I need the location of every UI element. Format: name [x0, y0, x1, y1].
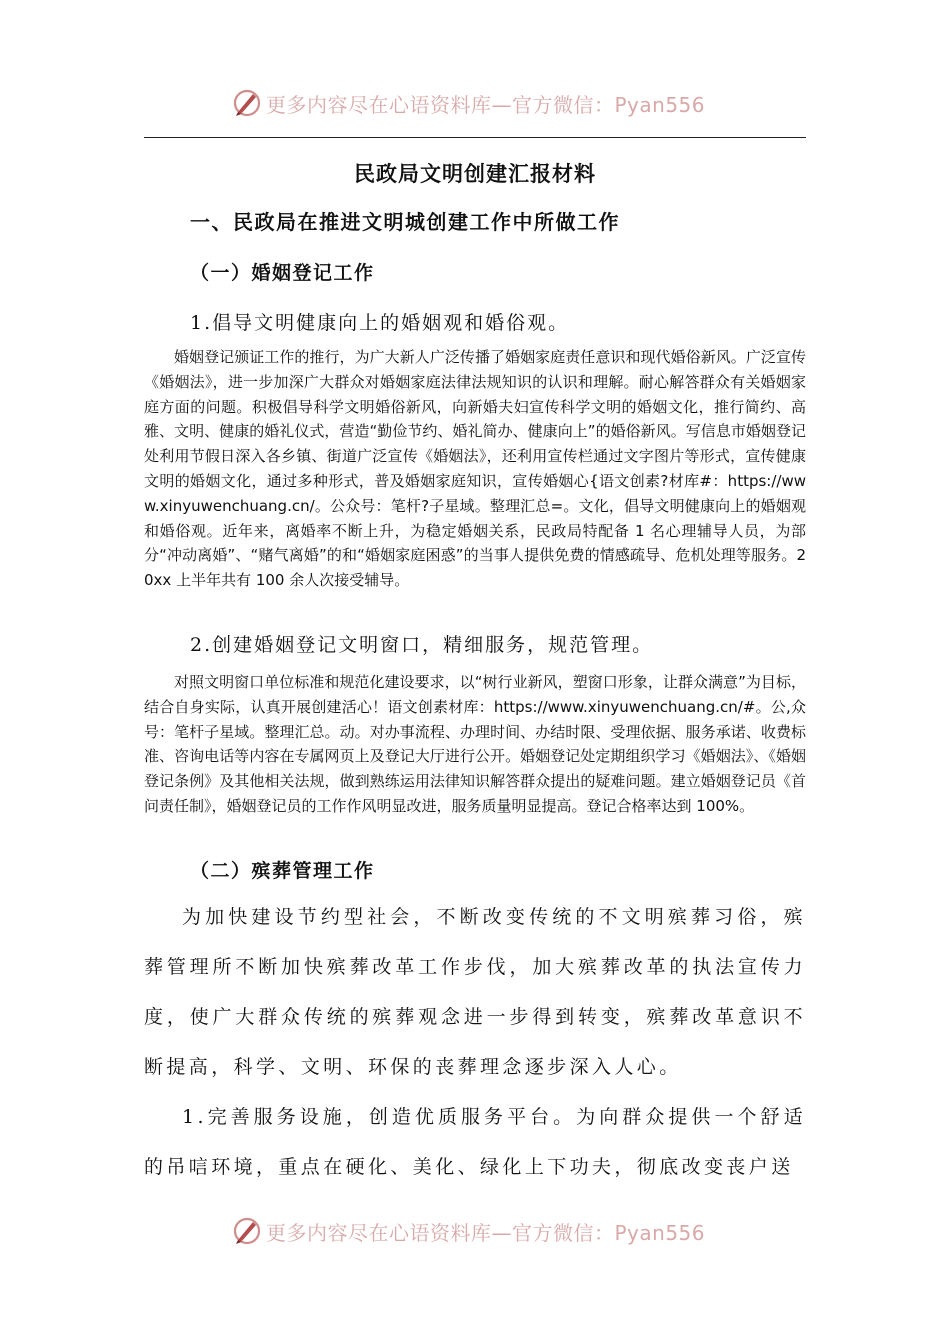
paragraph-civil-window: 对照文明窗口单位标准和规范化建设要求，以“树行业新风，塑窗口形象，让群众满意”为目标，结合自身实际，认真开展创建活心！语文创素材库：https://www.xinyuwenchuang.cn/#。公,众号：笔杆子星域。整理汇总。动。对办事流程、办理时间、办结时限、受理依据、服务承诺、收费标准、咨询电话等内容在专属网页上及登记大厅进行公开。婚姻登记处定期组织学习《婚姻法》、《婚姻登记条例》及其他相关法规，做到熟练运用法律知识解答群众提出的疑难问题。建立婚姻登记员《首问责任制》，婚姻登记员的工作作风明显改进，服务质量明显提高。登记合格率达到 100%。: [144, 673, 806, 815]
section-heading-1: 一、民政局在推进文明城创建工作中所做工作: [190, 210, 620, 234]
header-divider: [144, 137, 806, 138]
header-watermark-text: 更多内容尽在心语资料库—官方微信：Pyan556: [266, 92, 706, 117]
footer-watermark-text: 更多内容尽在心语资料库—官方微信：Pyan556: [266, 1220, 706, 1245]
pen-circle-logo: [232, 88, 262, 118]
document-title: 民政局文明创建汇报材料: [354, 161, 596, 186]
item-heading-2: 2.创建婚姻登记文明窗口，精细服务，规范管理。: [190, 634, 654, 656]
subsection-heading-marriage: （一）婚姻登记工作: [190, 262, 375, 284]
paragraph-marriage-customs: 婚姻登记颁证工作的推行，为广大新人广泛传播了婚姻家庭责任意识和现代婚俗新风。广泛宣传《婚姻法》，进一步加深广大群众对婚姻家庭法律法规知识的认识和理解。耐心解答群众有关婚姻家庭方面的问题。积极倡导科学文明婚俗新风，向新婚夫妇宣传科学文明的婚姻文化，推行简约、高雅、文明、健康的婚礼仪式，营造“勤俭节约、婚礼简办、健康向上”的婚俗新风。写信息市婚姻登记处利用节假日深入各乡镇、街道广泛宣传《婚姻法》，还利用宣传栏通过文字图片等形式，宣传健康文明的婚姻文化，通过多种形式，普及婚姻家庭知识，宣传婚姻心{语文创素?材库#：https://www.xinyuwenchuang.cn/。公众号：笔杆?子星域。整理汇总=。文化，倡导文明健康向上的婚姻观和婚俗观。近年来，离婚率不断上升，为稳定婚姻关系，民政局特配备 1 名心理辅导人员，为部分“冲动离婚”、“赌气离婚”的和“婚姻家庭困惑”的当事人提供免费的情感疏导、危机处理等服务。20xx 上半年共有 100 余人次接受辅导。: [144, 348, 806, 590]
footer-watermark-banner: [232, 1214, 705, 1248]
paragraph-funeral-item-1: 1.完善服务设施，创造优质服务平台。为向群众提供一个舒适的吊唁环境，重点在硬化、美化、绿化上下功夫，彻底改变丧户送: [144, 1106, 806, 1178]
pen-circle-logo: [232, 1216, 262, 1246]
paragraph-funeral-reform: 为加快建设节约型社会，不断改变传统的不文明殡葬习俗，殡葬管理所不断加快殡葬改革工作步伐，加大殡葬改革的执法宣传力度，使广大群众传统的殡葬观念进一步得到转变，殡葬改革意识不断提高，科学、文明、环保的丧葬理念逐步深入人心。: [144, 906, 806, 1078]
subsection-heading-funeral: （二）殡葬管理工作: [190, 860, 375, 882]
item-heading-1: 1.倡导文明健康向上的婚姻观和婚俗观。: [190, 312, 570, 334]
header-watermark-banner: [232, 86, 705, 120]
